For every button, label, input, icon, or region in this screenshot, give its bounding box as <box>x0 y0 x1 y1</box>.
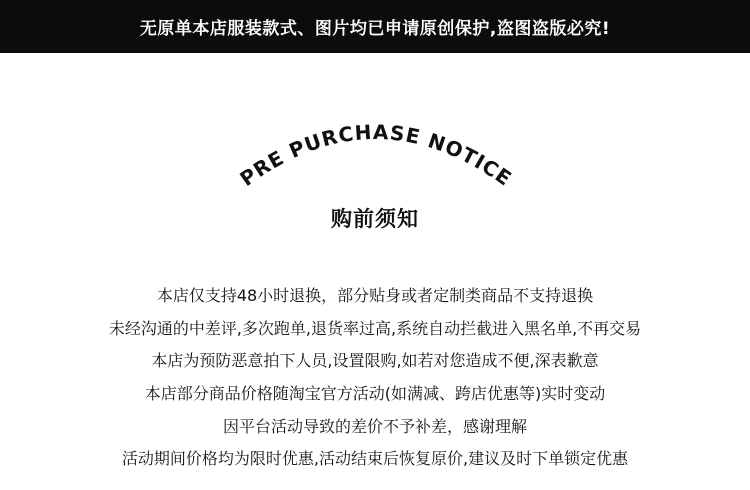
notice-item: 本店为预防恶意拍下人员,设置限购,如若对您造成不便,深表歉意 <box>151 351 599 371</box>
arc-title <box>215 110 535 200</box>
notice-list <box>0 280 750 476</box>
notice-item: 未经沟通的中差评,多次跑单,退货率过高,系统自动拦截进入黑名单,不再交易 <box>108 318 642 338</box>
top-banner <box>0 0 750 53</box>
arc-title-text <box>235 120 516 191</box>
copyright-notice: 无原单本店服装款式、图片均已申请原创保护,盗图盗版必究! <box>139 19 611 39</box>
page-title: 购前须知 <box>331 207 419 231</box>
notice-item: 本店仅支持48小时退换，部分贴身或者定制类商品不支持退换 <box>156 286 594 305</box>
notice-item: 因平台活动导致的差价不予补差，感谢理解 <box>222 416 527 436</box>
notice-item: 活动期间价格均为限时优惠,活动结束后恢复原价,建议及时下单锁定优惠 <box>121 449 629 469</box>
notice-item: 本店部分商品价格随淘宝官方活动(如满减、跨店优惠等)实时变动 <box>144 384 606 404</box>
arc-title-textpath: PRE PURCHASE NOTICE <box>235 119 517 191</box>
